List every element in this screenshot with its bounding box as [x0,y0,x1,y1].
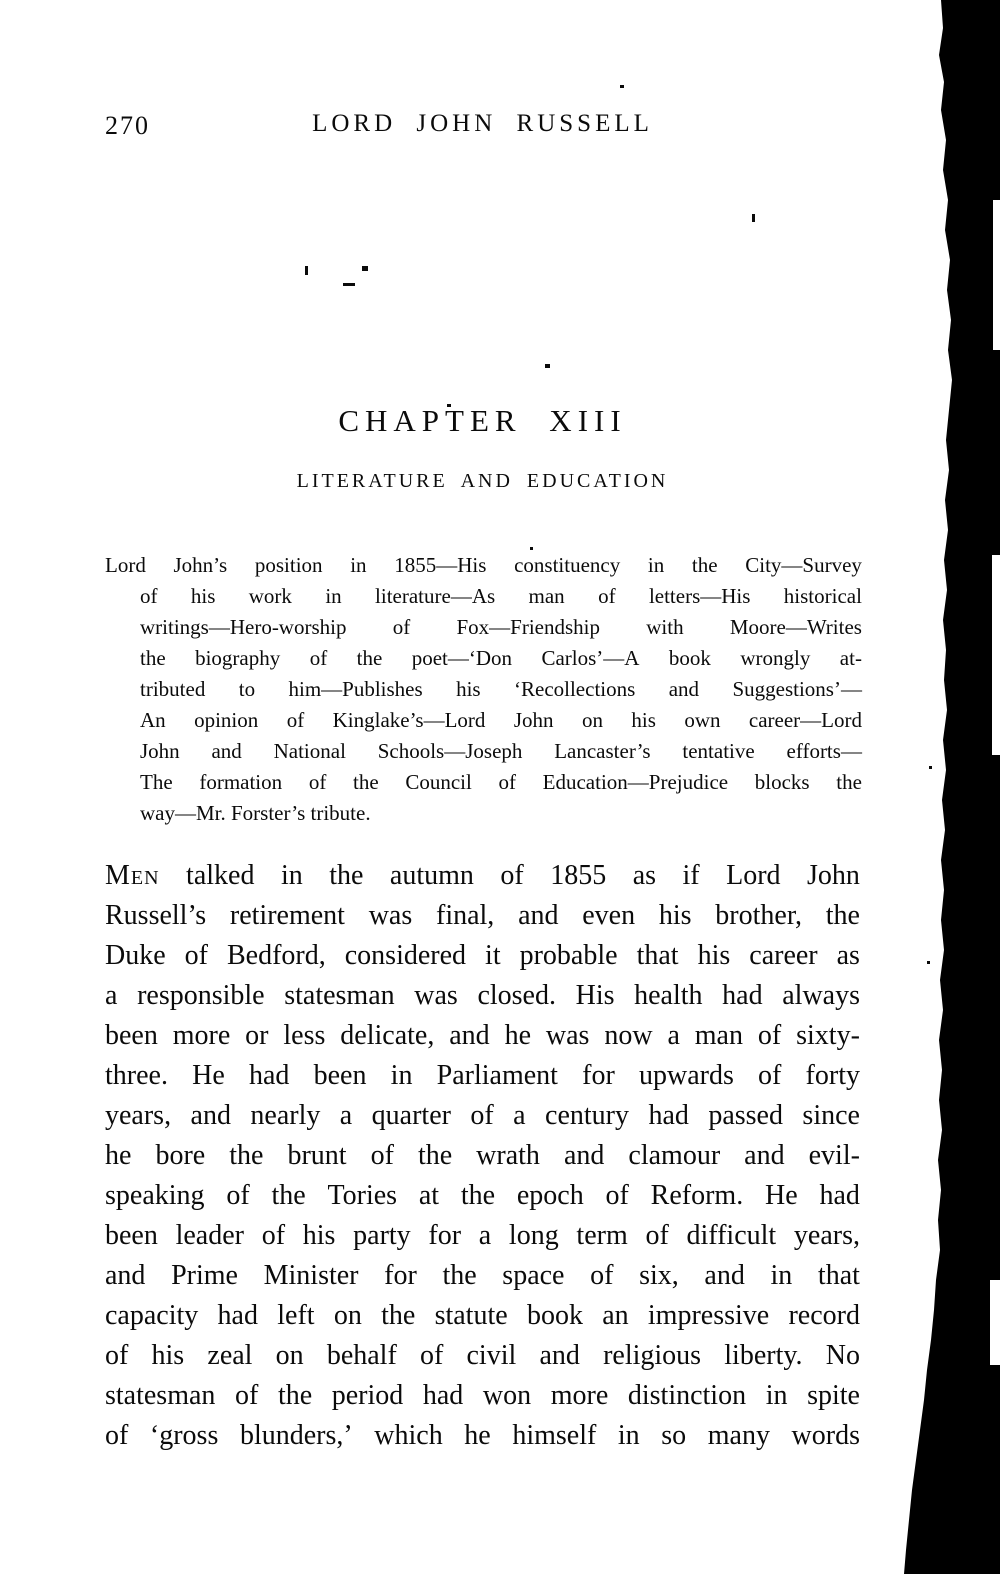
chapter-title: CHAPTER XIII [338,403,627,438]
text-line: writings—Hero-worship of Fox—Friendship with Moore—Writes [140,615,862,639]
scan-speck [343,283,355,286]
scan-speck [752,214,755,222]
text-line: John and National Schools—Joseph Lancaster’s tentative efforts— [140,739,862,763]
scan-speck [929,766,932,769]
scan-speck [545,364,550,368]
chapter-summary [105,550,862,829]
text-line: and Prime Minister for the space of six, and in that [105,1260,860,1291]
text-line: The formation of the Council of Education—Prejudice blocks the [140,770,862,794]
body-paragraph [105,856,860,1456]
chapter-subtitle: LITERATURE AND EDUCATION [296,470,669,492]
scan-speck [305,266,308,275]
text-line: An opinion of Kinglake’s—Lord John on his own career—Lord [140,708,862,732]
text-line: the biography of the poet—‘Don Carlos’—A book wrongly at- [140,646,862,670]
chapter-summary-lines [105,550,862,798]
scan-speck [620,85,624,88]
text-line: been leader of his party for a long term of difficult years, [105,1220,860,1251]
text-line: years, and nearly a quarter of a century had passed since [105,1100,860,1131]
text-line: Russell’s retirement was final, and even his brother, the [105,900,860,931]
scan-speck [362,266,368,271]
text-line: tributed to him—Publishes his ‘Recollections and Suggestions’— [140,677,862,701]
text-line: a responsible statesman was closed. His health had always [105,980,860,1011]
text-line: of his work in literature—As man of letters—His historical [140,584,862,608]
text-line: Lord John’s position in 1855—His constituency in the City—Survey [105,553,862,577]
text-line: of ‘gross blunders,’ which he himself in so many words [105,1420,860,1451]
running-title: LORD JOHN RUSSELL [312,110,653,137]
text-line: been more or less delicate, and he was now a man of sixty- [105,1020,860,1051]
page-number: 270 [105,111,150,140]
text-line: capacity had left on the statute book an impressive record [105,1300,860,1331]
text-line: speaking of the Tories at the epoch of Reform. He had [105,1180,860,1211]
text-line: of his zeal on behalf of civil and religious liberty. No [105,1340,860,1371]
text-line: he bore the brunt of the wrath and clamour and evil- [105,1140,860,1171]
chapter-summary-last-line: way—Mr. Forster’s tribute. [140,801,371,825]
text-line: Duke of Bedford, considered it probable that his career as [105,940,860,971]
scan-speck [927,961,930,964]
text-line: three. He had been in Parliament for upwards of forty [105,1060,860,1091]
text-line: Men talked in the autumn of 1855 as if Lord John [105,860,860,891]
text-line: statesman of the period had won more distinction in spite [105,1380,860,1411]
